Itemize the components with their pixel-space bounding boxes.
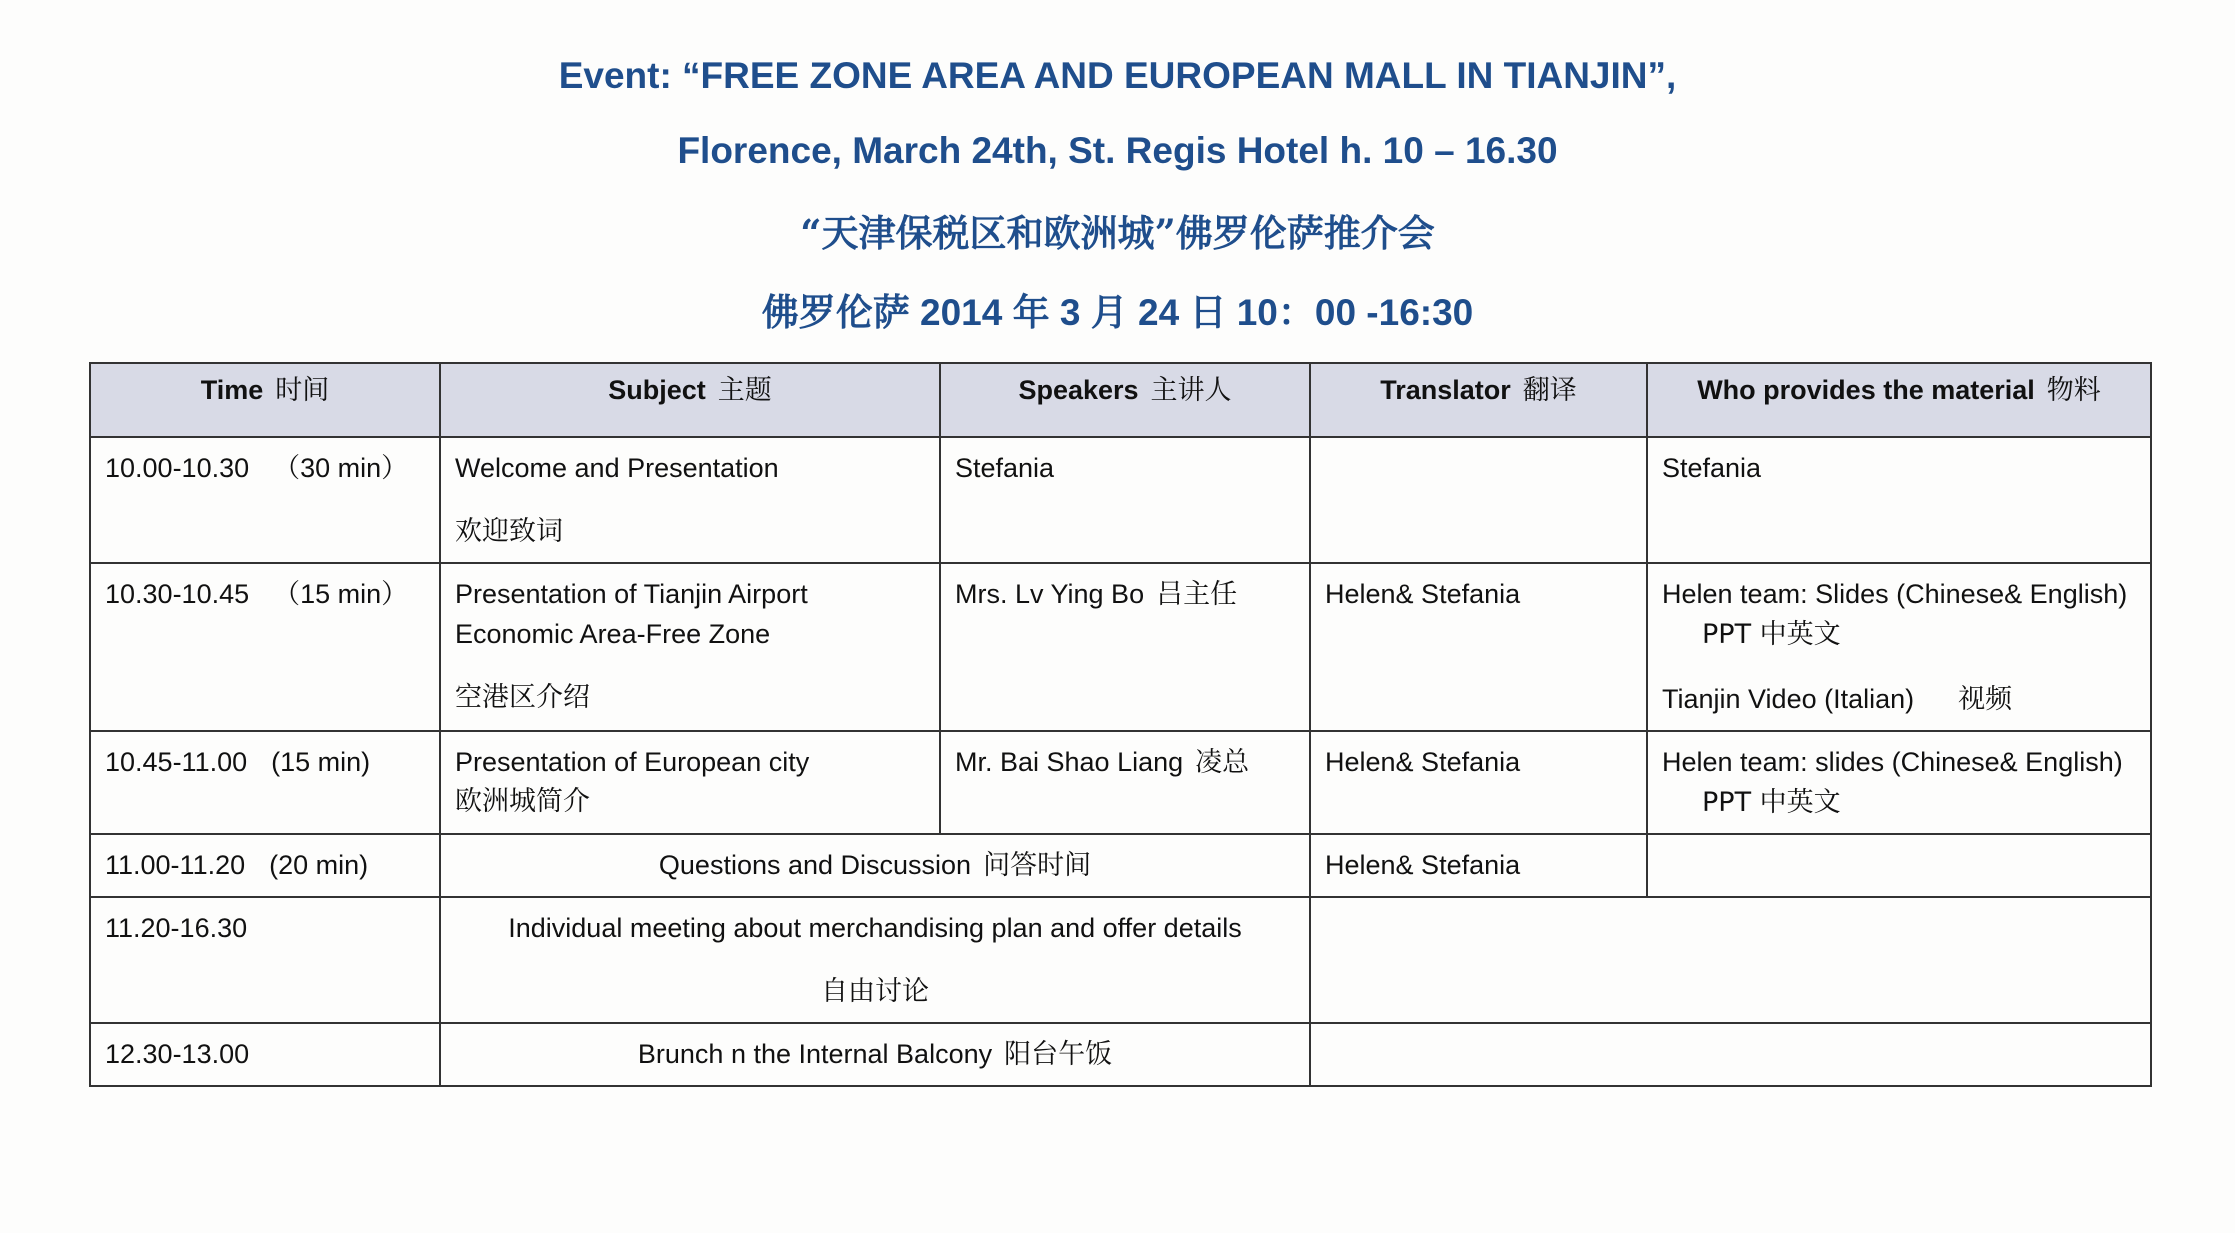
cell-material: Stefania [1647,437,2151,563]
header-material: Who provides the material 物料 [1647,363,2151,437]
cell-empty [1310,1023,2151,1086]
event-title-chinese: “天津保税区和欧洲城”佛罗伦萨推介会 [800,211,1435,255]
cell-time: 10.00-10.30 （30 min） [90,437,440,563]
cell-subject: Brunch n the Internal Balcony 阳台午饭 [440,1023,1310,1086]
header-subject: Subject 主题 [440,363,940,437]
header-speakers: Speakers 主讲人 [940,363,1310,437]
header-translator: Translator 翻译 [1310,363,1647,437]
cell-speaker: Stefania [940,437,1310,563]
cell-subject: Questions and Discussion 问答时间 [440,834,1310,897]
cell-subject: Individual meeting about merchandising plan and offer details 自由讨论 [440,897,1310,1023]
table-row [90,563,2151,731]
cell-time: 10.30-10.45 （15 min） [90,563,440,731]
cell-time: 11.00-11.20 (20 min) [90,834,440,897]
cell-time: 10.45-11.00 (15 min) [90,731,440,834]
cell-time: 11.20-16.30 [90,897,440,1023]
cell-material: Helen team: slides (Chinese& English)PPT 中英文 [1647,731,2151,834]
table-header-row [90,363,2151,437]
cell-speaker: Mr. Bai Shao Liang 凌总 [940,731,1310,834]
event-title: Event: “FREE ZONE AREA AND EUROPEAN MALL IN TIANJIN”, [558,55,1677,96]
cell-subject: Presentation of European city 欧洲城简介 [440,731,940,834]
event-date-chinese: 佛罗伦萨 2014 年 3 月 24 日 10：00 -16:30 [761,292,1474,333]
table-row [90,731,2151,834]
cell-time: 12.30-13.00 [90,1023,440,1086]
cell-material: Helen team: Slides (Chinese& English)PPT 中英文 Tianjin Video (Italian) 视频 [1647,563,2151,731]
table-row [90,1023,2151,1086]
table-row [90,834,2151,897]
agenda-table [89,362,2152,1087]
cell-subject: Presentation of Tianjin Airport Economic Area-Free Zone 空港区介绍 [440,563,940,731]
cell-material [1647,834,2151,897]
cell-speaker: Mrs. Lv Ying Bo 吕主任 [940,563,1310,731]
table-row [90,897,2151,1023]
cell-translator: Helen& Stefania [1310,834,1647,897]
cell-translator [1310,437,1647,563]
cell-translator: Helen& Stefania [1310,563,1647,731]
cell-translator: Helen& Stefania [1310,731,1647,834]
cell-subject: Welcome and Presentation 欢迎致词 [440,437,940,563]
cell-empty [1310,897,2151,1023]
event-location-date: Florence, March 24th, St. Regis Hotel h. 10 – 16.30 [677,130,1558,171]
table-row [90,437,2151,563]
header-time: Time 时间 [90,363,440,437]
